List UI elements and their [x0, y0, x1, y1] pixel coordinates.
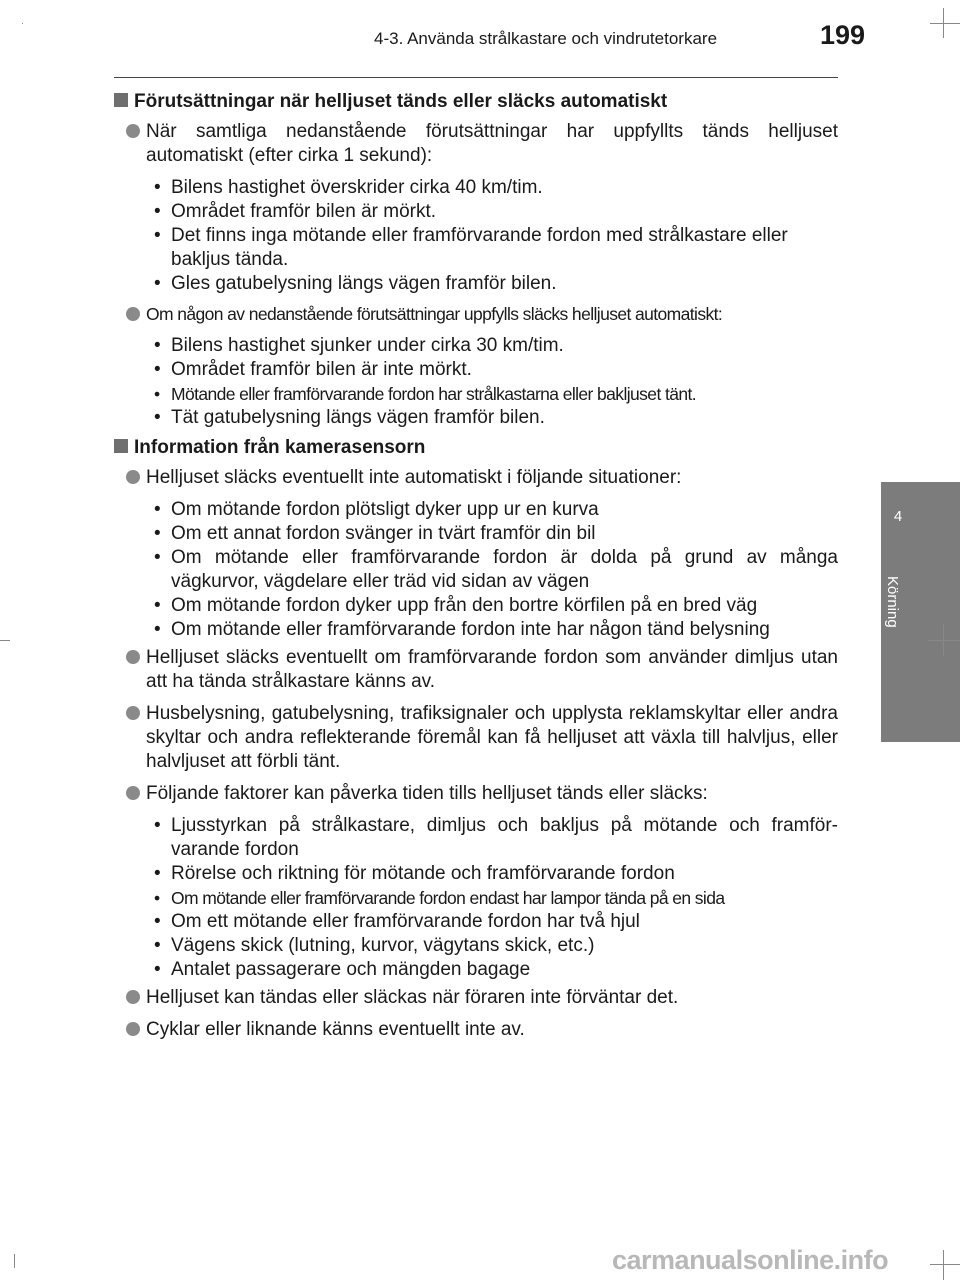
crop-mark-br-v	[943, 1250, 944, 1280]
crop-mark-mr-v	[943, 624, 944, 656]
round-point: Följande faktorer kan påverka tiden tills helljuset tänds eller släcks:	[126, 782, 838, 806]
list-item: • Om mötande fordon plötsligt dyker upp ur en kurva	[154, 498, 838, 522]
watermark: carmanualsonline.info	[612, 1245, 889, 1275]
list-item: • Om mötande eller framförvarande fordon är dolda på grund av många vägkurvor, vägdelare eller träd vid sidan av vägen	[154, 546, 838, 594]
list-item: • Rörelse och riktning för mötande och framförvarande fordon	[154, 862, 838, 886]
chapter-number: 4	[893, 508, 903, 525]
circle-bullet-icon	[126, 990, 140, 1004]
page-content	[114, 90, 838, 1050]
list-item: • Gles gatubelysning längs vägen framför bilen.	[154, 272, 838, 296]
circle-bullet-icon	[126, 706, 140, 720]
crop-mark-mr-h	[928, 640, 960, 641]
crop-mark-br-h	[930, 1264, 960, 1265]
crop-mark-ml	[0, 640, 10, 641]
list-item: • Mötande eller framförvarande fordon har strålkastarna eller bakljuset tänt.	[154, 382, 838, 406]
list-item: • Tät gatubelysning längs vägen framför bilen.	[154, 406, 838, 430]
crop-mark-bl	[14, 1254, 15, 1268]
crop-mark-tr-v	[943, 8, 944, 38]
round-point: När samtliga nedanstående förutsättningar har uppfyllts tänds helljuset automatiskt (efter cirka 1 sekund):	[126, 120, 838, 168]
list-item: • Bilens hastighet sjunker under cirka 30 km/tim.	[154, 334, 838, 358]
round-point: Husbelysning, gatubelysning, trafiksignaler och upplysta reklamskyltar eller andra skyltar och andra reflekterande föremål kan få helljuset att växla till halvljus, eller halvljuset att förbli tänt.	[126, 702, 838, 774]
list-item: • Området framför bilen är inte mörkt.	[154, 358, 838, 382]
list-item: • Området framför bilen är mörkt.	[154, 200, 838, 224]
list-item: • Ljusstyrkan på strålkastare, dimljus och bakljus på mötande och framför-varande fordon	[154, 814, 838, 862]
crop-mark-tl	[22, 23, 23, 24]
circle-bullet-icon	[126, 650, 140, 664]
circle-bullet-icon	[126, 786, 140, 800]
bullet-list	[154, 814, 838, 982]
list-item: • Om mötande fordon dyker upp från den bortre körfilen på en bred väg	[154, 594, 838, 618]
list-item: • Det finns inga mötande eller framförvarande fordon med strålkastare eller bakljus tända.	[154, 224, 838, 272]
chapter-label: Körning	[884, 576, 901, 628]
round-point: Cyklar eller liknande känns eventuellt inte av.	[126, 1018, 838, 1042]
list-item: • Vägens skick (lutning, kurvor, vägytans skick, etc.)	[154, 934, 838, 958]
bullet-list	[154, 334, 838, 430]
square-bullet-icon	[114, 439, 128, 453]
circle-bullet-icon	[126, 124, 140, 138]
bullet-list	[154, 498, 838, 642]
circle-bullet-icon	[126, 470, 140, 484]
crop-mark-tr-h	[930, 23, 960, 24]
list-item: • Om mötande eller framförvarande fordon inte har någon tänd belysning	[154, 618, 838, 642]
page-number: 199	[820, 20, 866, 50]
bullet-list	[154, 176, 838, 296]
circle-bullet-icon	[126, 1022, 140, 1036]
round-point: Helljuset kan tändas eller släckas när föraren inte förväntar det.	[126, 986, 838, 1010]
section-heading: Information från kamerasensorn	[114, 436, 838, 460]
circle-bullet-icon	[126, 307, 140, 321]
list-item: • Bilens hastighet överskrider cirka 40 km/tim.	[154, 176, 838, 200]
list-item: • Antalet passagerare och mängden bagage	[154, 958, 838, 982]
section-heading: Förutsättningar när helljuset tänds eller släcks automatiskt	[114, 90, 838, 114]
list-item: • Om ett annat fordon svänger in tvärt framför din bil	[154, 522, 838, 546]
list-item: • Om mötande eller framförvarande fordon endast har lampor tända på en sida	[154, 886, 838, 910]
round-point: Helljuset släcks eventuellt inte automatiskt i följande situationer:	[126, 466, 838, 490]
list-item: • Om ett mötande eller framförvarande fordon har två hjul	[154, 910, 838, 934]
round-point: Om någon av nedanstående förutsättningar uppfylls släcks helljuset automatiskt:	[126, 302, 838, 326]
header-divider	[114, 77, 838, 78]
square-bullet-icon	[114, 93, 128, 107]
round-point: Helljuset släcks eventuellt om framförvarande fordon som använder dimljus utan att ha tända strålkastare känns av.	[126, 646, 838, 694]
running-header: 4-3. Använda strålkastare och vindrutetorkare	[374, 29, 718, 48]
